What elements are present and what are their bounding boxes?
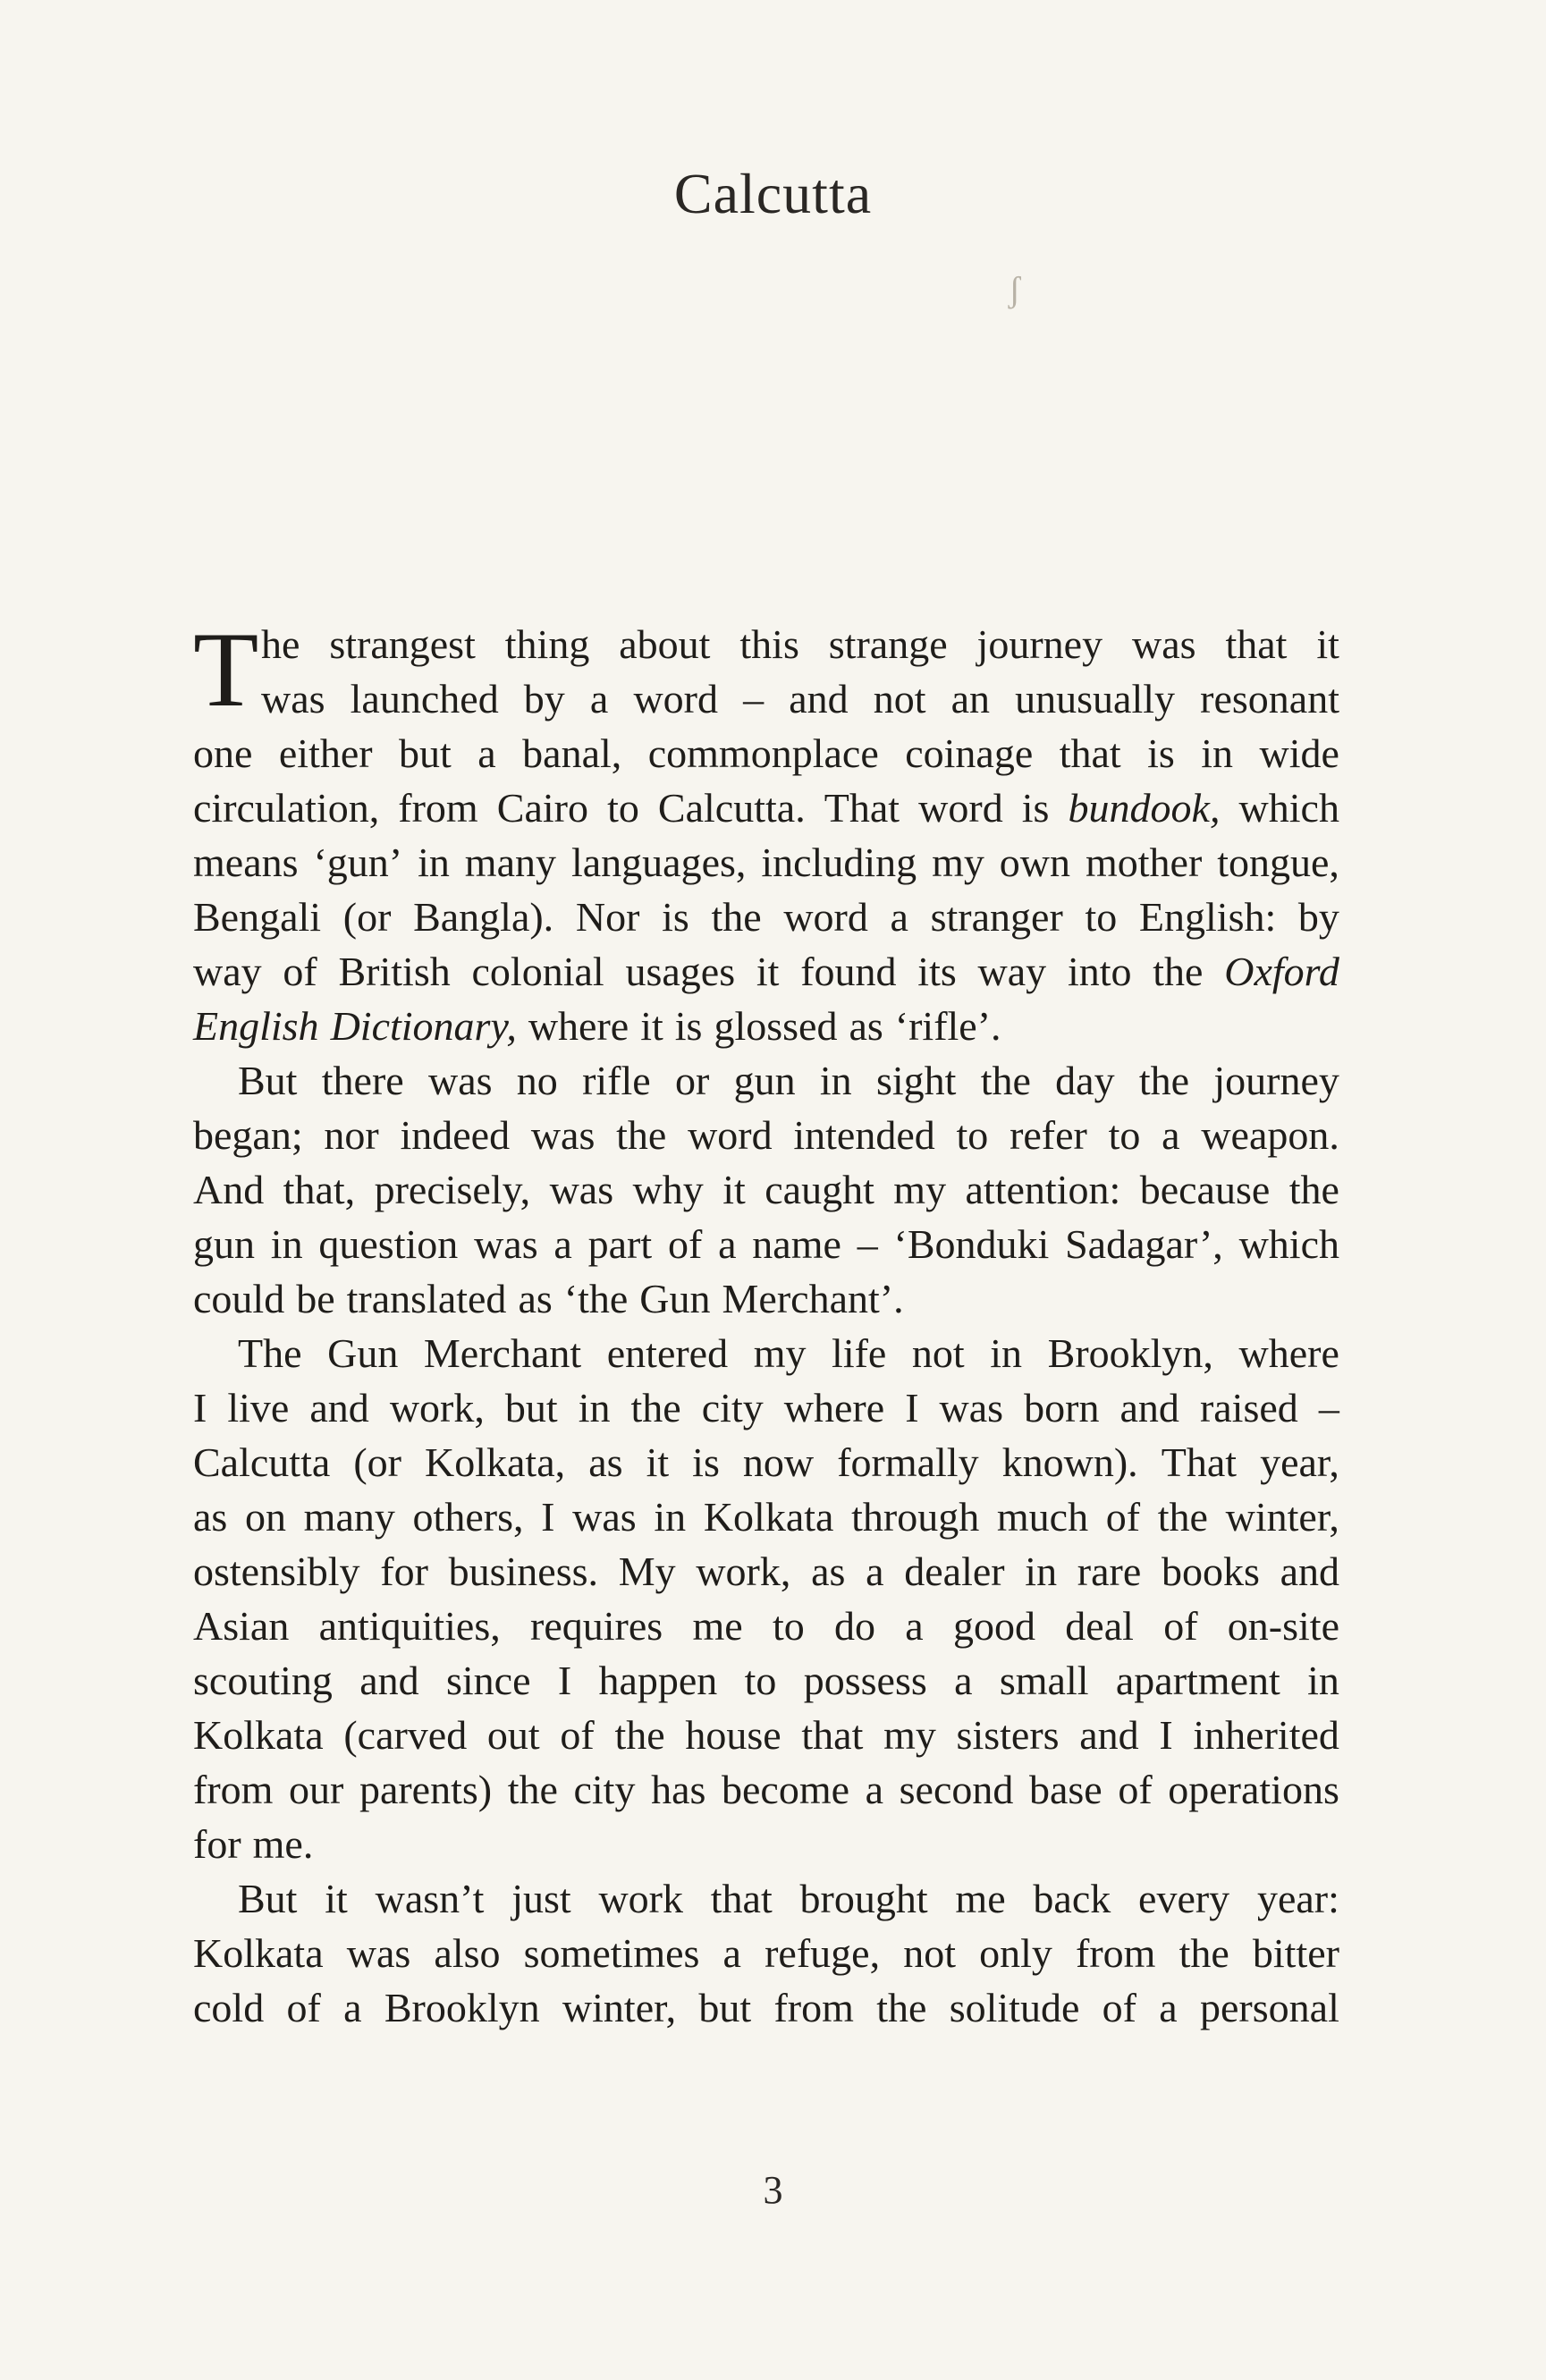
text-line: could be translated as ‘the Gun Merchant’. <box>193 1276 904 1321</box>
text-line: circulation, from Cairo to Calcutta. That word is bundook, which <box>193 785 1339 831</box>
text-line: he strangest thing about this strange journey was that it <box>261 621 1339 667</box>
text-line: Asian antiquities, requires me to do a good deal of on-site <box>193 1603 1339 1649</box>
text-line: Bengali (or Bangla). Nor is the word a stranger to English: by <box>193 894 1339 940</box>
text-line: Calcutta (or Kolkata, as it is now formally known). That year, <box>193 1439 1339 1485</box>
text-line: was launched by a word – and not an unusually resonant <box>261 676 1339 722</box>
page-number: 3 <box>763 2168 783 2212</box>
text-line: ostensibly for business. My work, as a dealer in rare books and <box>193 1549 1339 1594</box>
text-line: scouting and since I happen to possess a small apartment in <box>193 1658 1339 1703</box>
text-line: I live and work, but in the city where I was born and raised – <box>193 1385 1339 1431</box>
text-line: for me. <box>193 1821 314 1867</box>
text-line: English Dictionary, where it is glossed as ‘rifle’. <box>193 1003 1001 1049</box>
text-line: And that, precisely, was why it caught my attention: because the <box>193 1167 1339 1212</box>
text-line: cold of a Brooklyn winter, but from the solitude of a personal <box>193 1985 1339 2030</box>
text-line: But it wasn’t just work that brought me back every year: <box>238 1876 1339 1921</box>
text-line: Kolkata was also sometimes a refuge, not only from the bitter <box>193 1930 1339 1976</box>
text-line: as on many others, I was in Kolkata through much of the winter, <box>193 1494 1339 1540</box>
text-line: began; nor indeed was the word intended to refer to a weapon. <box>193 1112 1339 1158</box>
drop-cap: T <box>193 610 259 729</box>
text-line: from our parents) the city has become a second base of operations <box>193 1767 1339 1812</box>
text-line: But there was no rifle or gun in sight the day the journey <box>238 1058 1339 1103</box>
chapter-title: Calcutta <box>673 162 873 225</box>
body-text <box>193 610 1339 2035</box>
text-line: The Gun Merchant entered my life not in Brooklyn, where <box>238 1330 1339 1376</box>
text-line: gun in question was a part of a name – ‘Bonduki Sadagar’, which <box>193 1221 1339 1267</box>
text-line: way of British colonial usages it found its way into the Oxford <box>193 949 1339 994</box>
text-line: Kolkata (carved out of the house that my sisters and I inherited <box>193 1712 1339 1758</box>
stray-pencil-mark: ʃ <box>1009 269 1021 309</box>
text-line: one either but a banal, commonplace coinage that is in wide <box>193 730 1339 776</box>
text-line: means ‘gun’ in many languages, including my own mother tongue, <box>193 840 1339 885</box>
